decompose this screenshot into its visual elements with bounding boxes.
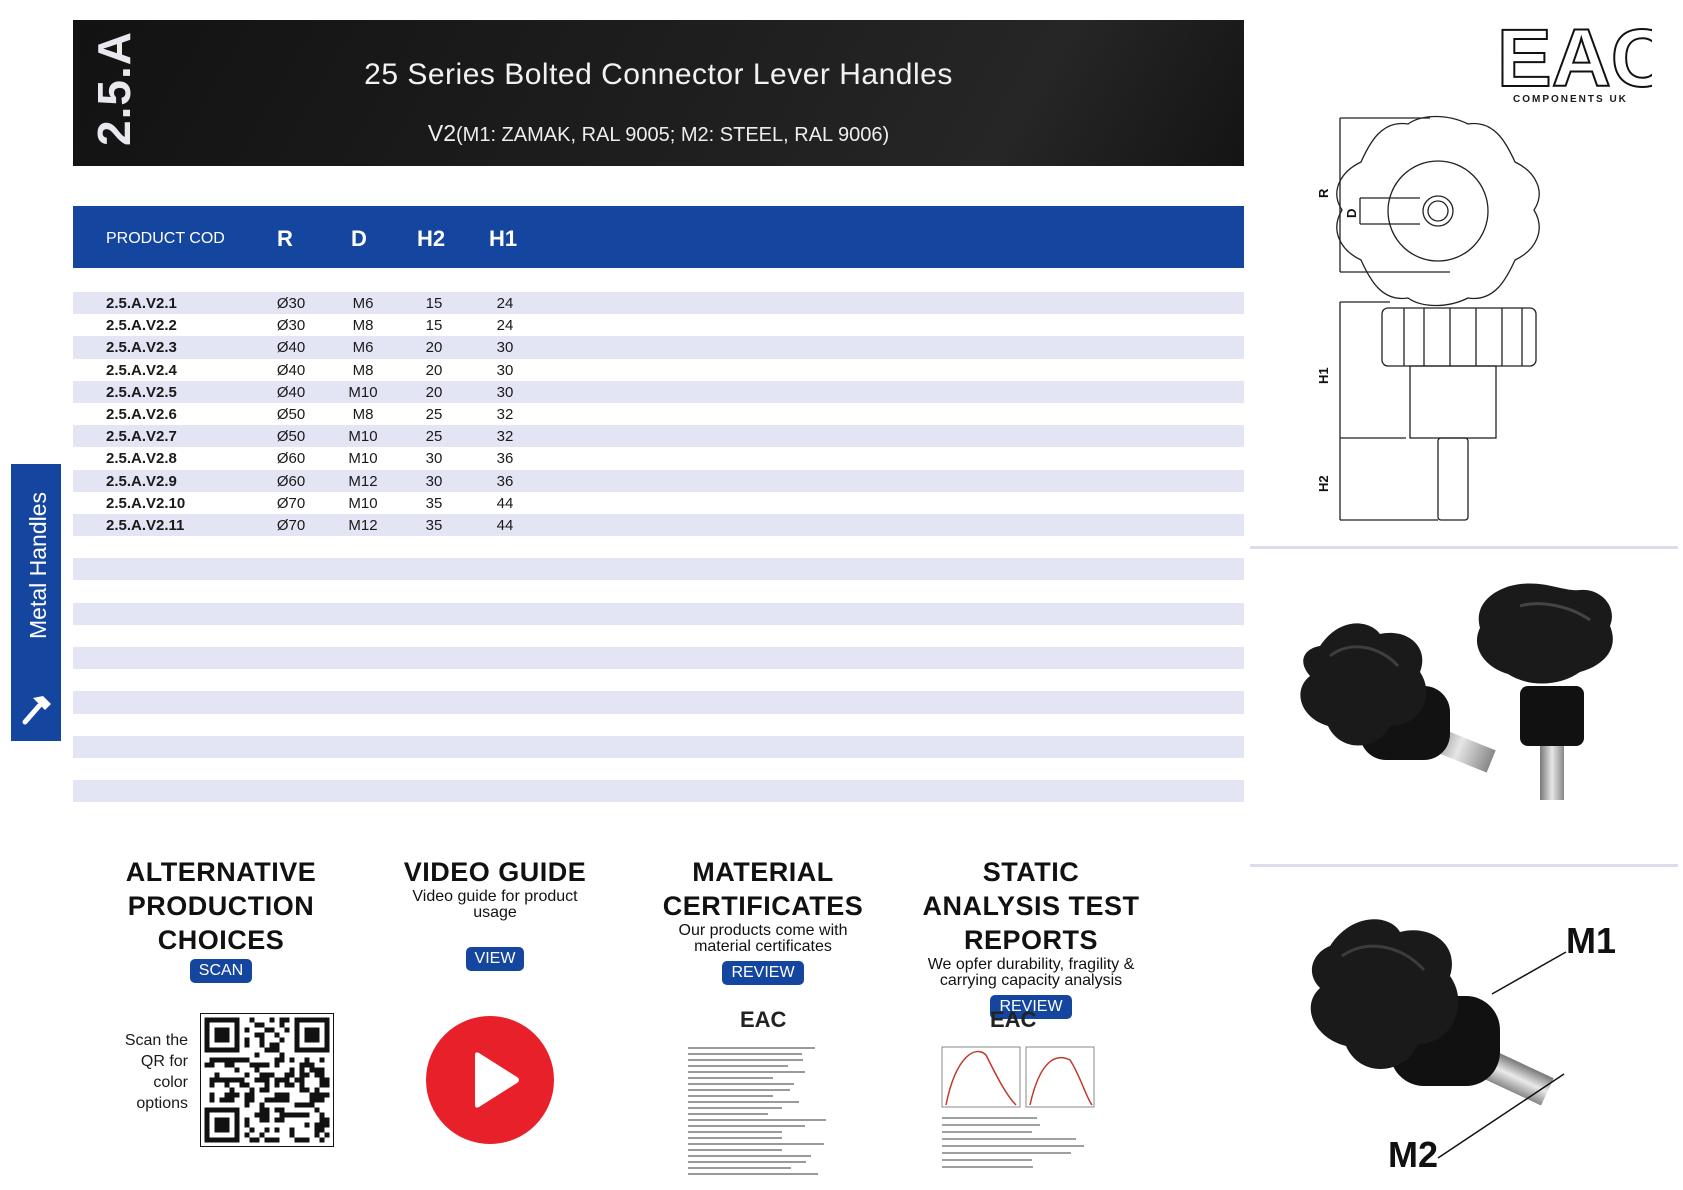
cell-h1: 32	[496, 428, 514, 446]
table-row-empty	[73, 558, 1244, 580]
header-banner	[73, 20, 1244, 166]
certificates-review-button[interactable]: REVIEW	[722, 961, 803, 985]
table-row-empty	[73, 714, 1244, 736]
cell-h1: 36	[496, 472, 514, 490]
logo-subtitle: COMPONENTS UK	[1513, 94, 1628, 105]
section-tab-label: Metal Handles	[25, 491, 51, 639]
cell-d: M10	[348, 383, 378, 401]
cell-code: 2.5.A.V2.1	[106, 295, 177, 312]
column-header-d: D	[351, 226, 367, 251]
cell-h1: 44	[496, 494, 514, 512]
certificate-thumbnail[interactable]	[682, 1005, 852, 1185]
cell-h1: 32	[496, 405, 514, 423]
alternative-block	[110, 855, 332, 983]
material-label: (M1: ZAMAK, RAL 9005; M2: STEEL, RAL 9006)	[456, 124, 890, 146]
view-button[interactable]: VIEW	[466, 947, 525, 971]
cell-code: 2.5.A.V2.11	[106, 516, 185, 534]
section-tab[interactable]	[11, 464, 61, 741]
table-body	[73, 292, 1244, 802]
variant-label: V2	[427, 120, 456, 146]
alternative-title: ALTERNATIVE PRODUCTION CHOICES	[125, 857, 317, 955]
cell-code: 2.5.A.V2.5	[106, 383, 177, 401]
cell-code: 2.5.A.V2.6	[106, 405, 177, 423]
static-block	[916, 855, 1146, 1019]
m1-label: M1	[1566, 920, 1617, 961]
video-title: VIDEO GUIDE	[403, 857, 587, 887]
dimension-r-label: R	[1316, 188, 1331, 198]
cell-r: Ø40	[276, 383, 306, 401]
logo-text: EAC	[1497, 16, 1652, 94]
column-header-h1: H1	[489, 226, 518, 251]
cell-d: M12	[348, 516, 378, 534]
table-row	[73, 403, 1244, 425]
table-row	[73, 470, 1244, 492]
static-description: We opfer durability, fragility & carrying capacity analysis	[927, 956, 1135, 989]
cell-r: Ø50	[276, 405, 306, 423]
cell-code: 2.5.A.V2.4	[106, 361, 177, 379]
table-row	[73, 336, 1244, 358]
divider	[1250, 546, 1678, 549]
table-header	[73, 206, 1244, 268]
product-photo	[1280, 576, 1640, 826]
video-block	[395, 855, 595, 971]
table-row	[73, 492, 1244, 514]
cell-d: M6	[352, 295, 374, 312]
cell-h2: 35	[425, 516, 443, 534]
divider	[1250, 864, 1678, 867]
cell-code: 2.5.A.V2.10	[106, 494, 186, 512]
m2-label: M2	[1388, 1134, 1439, 1175]
cell-d: M10	[348, 450, 378, 468]
eac-logo	[1497, 16, 1652, 108]
cell-h2: 20	[425, 339, 443, 357]
cell-h1: 24	[496, 317, 514, 335]
scan-button[interactable]: SCAN	[190, 959, 252, 983]
static-title: STATIC ANALYSIS TEST REPORTS	[922, 857, 1140, 955]
table-row	[73, 359, 1244, 381]
cell-r: Ø40	[276, 339, 306, 357]
static-review-button[interactable]: REVIEW	[990, 995, 1071, 1019]
cell-h2: 25	[425, 405, 443, 423]
cell-r: Ø60	[276, 450, 306, 468]
cell-d: M8	[352, 361, 374, 379]
table-row	[73, 447, 1244, 469]
column-header-code: PRODUCT COD	[106, 230, 225, 247]
page-title: 25 Series Bolted Connector Lever Handles	[364, 58, 953, 91]
cell-r: Ø70	[276, 494, 306, 512]
cell-d: M8	[352, 405, 374, 423]
table-row	[73, 425, 1244, 447]
table-row	[73, 292, 1244, 314]
test-report-thumbnail[interactable]	[936, 1005, 1106, 1185]
table-row-empty	[73, 736, 1244, 758]
table-row-empty	[73, 625, 1244, 647]
table-row-empty	[73, 758, 1244, 780]
dimension-h2-label: H2	[1316, 475, 1331, 492]
cell-r: Ø50	[276, 428, 306, 446]
cell-h2: 30	[425, 472, 443, 490]
table-row-empty	[73, 603, 1244, 625]
cell-code: 2.5.A.V2.8	[106, 450, 177, 468]
dimension-h1-label: H1	[1316, 367, 1331, 384]
cell-h2: 30	[425, 450, 443, 468]
column-header-r: R	[277, 226, 293, 251]
cell-h2: 25	[425, 428, 443, 446]
cell-d: M10	[348, 428, 378, 446]
column-header-h2: H2	[417, 226, 446, 251]
cell-h1: 36	[496, 450, 514, 468]
play-icon[interactable]	[425, 1015, 555, 1145]
cell-r: Ø70	[276, 516, 306, 534]
cell-h1: 30	[496, 383, 514, 401]
cell-code: 2.5.A.V2.7	[106, 428, 177, 446]
table-row	[73, 514, 1244, 536]
cell-h2: 15	[425, 295, 443, 312]
cell-h2: 20	[425, 383, 443, 401]
section-code: 2.5.A	[88, 31, 140, 146]
table-row-empty	[73, 536, 1244, 558]
cell-h2: 15	[425, 317, 443, 335]
cell-d: M6	[352, 339, 374, 357]
table-row-empty	[73, 647, 1244, 669]
page-subtitle	[73, 120, 1244, 147]
table-row-empty	[73, 580, 1244, 602]
cell-h2: 20	[425, 361, 443, 379]
certificate-logo-text: EAC	[740, 1007, 787, 1032]
cell-h1: 30	[496, 361, 514, 379]
cell-r: Ø60	[276, 472, 306, 490]
cell-h1: 30	[496, 339, 514, 357]
cell-r: Ø30	[276, 295, 306, 312]
table-row-empty	[73, 669, 1244, 691]
cell-d: M10	[348, 494, 378, 512]
dimension-d-label: D	[1344, 208, 1359, 218]
certificates-title: MATERIAL CERTIFICATES	[662, 857, 864, 921]
cell-code: 2.5.A.V2.3	[106, 339, 177, 357]
qr-code[interactable]	[200, 1013, 334, 1147]
cell-code: 2.5.A.V2.9	[106, 472, 177, 490]
hammer-icon	[21, 692, 53, 726]
cell-d: M8	[352, 317, 374, 335]
cell-h1: 24	[496, 295, 514, 312]
certificates-block	[658, 855, 868, 985]
report-logo-text: EAC	[990, 1007, 1037, 1032]
cell-r: Ø30	[276, 317, 306, 335]
cell-h2: 35	[425, 494, 443, 512]
cell-h1: 44	[496, 516, 514, 534]
technical-drawing	[1310, 112, 1560, 530]
certificates-description: Our products come with material certificates	[678, 922, 848, 955]
cell-r: Ø40	[276, 361, 306, 379]
table-row	[73, 381, 1244, 403]
table-row-empty	[73, 691, 1244, 713]
table-row	[73, 314, 1244, 336]
scan-instructions: Scan the QR for color options	[124, 1032, 188, 1112]
cell-code: 2.5.A.V2.2	[106, 317, 177, 335]
video-description: Video guide for product usage	[412, 888, 578, 921]
cell-d: M12	[348, 472, 378, 490]
table-row-empty	[73, 780, 1244, 802]
